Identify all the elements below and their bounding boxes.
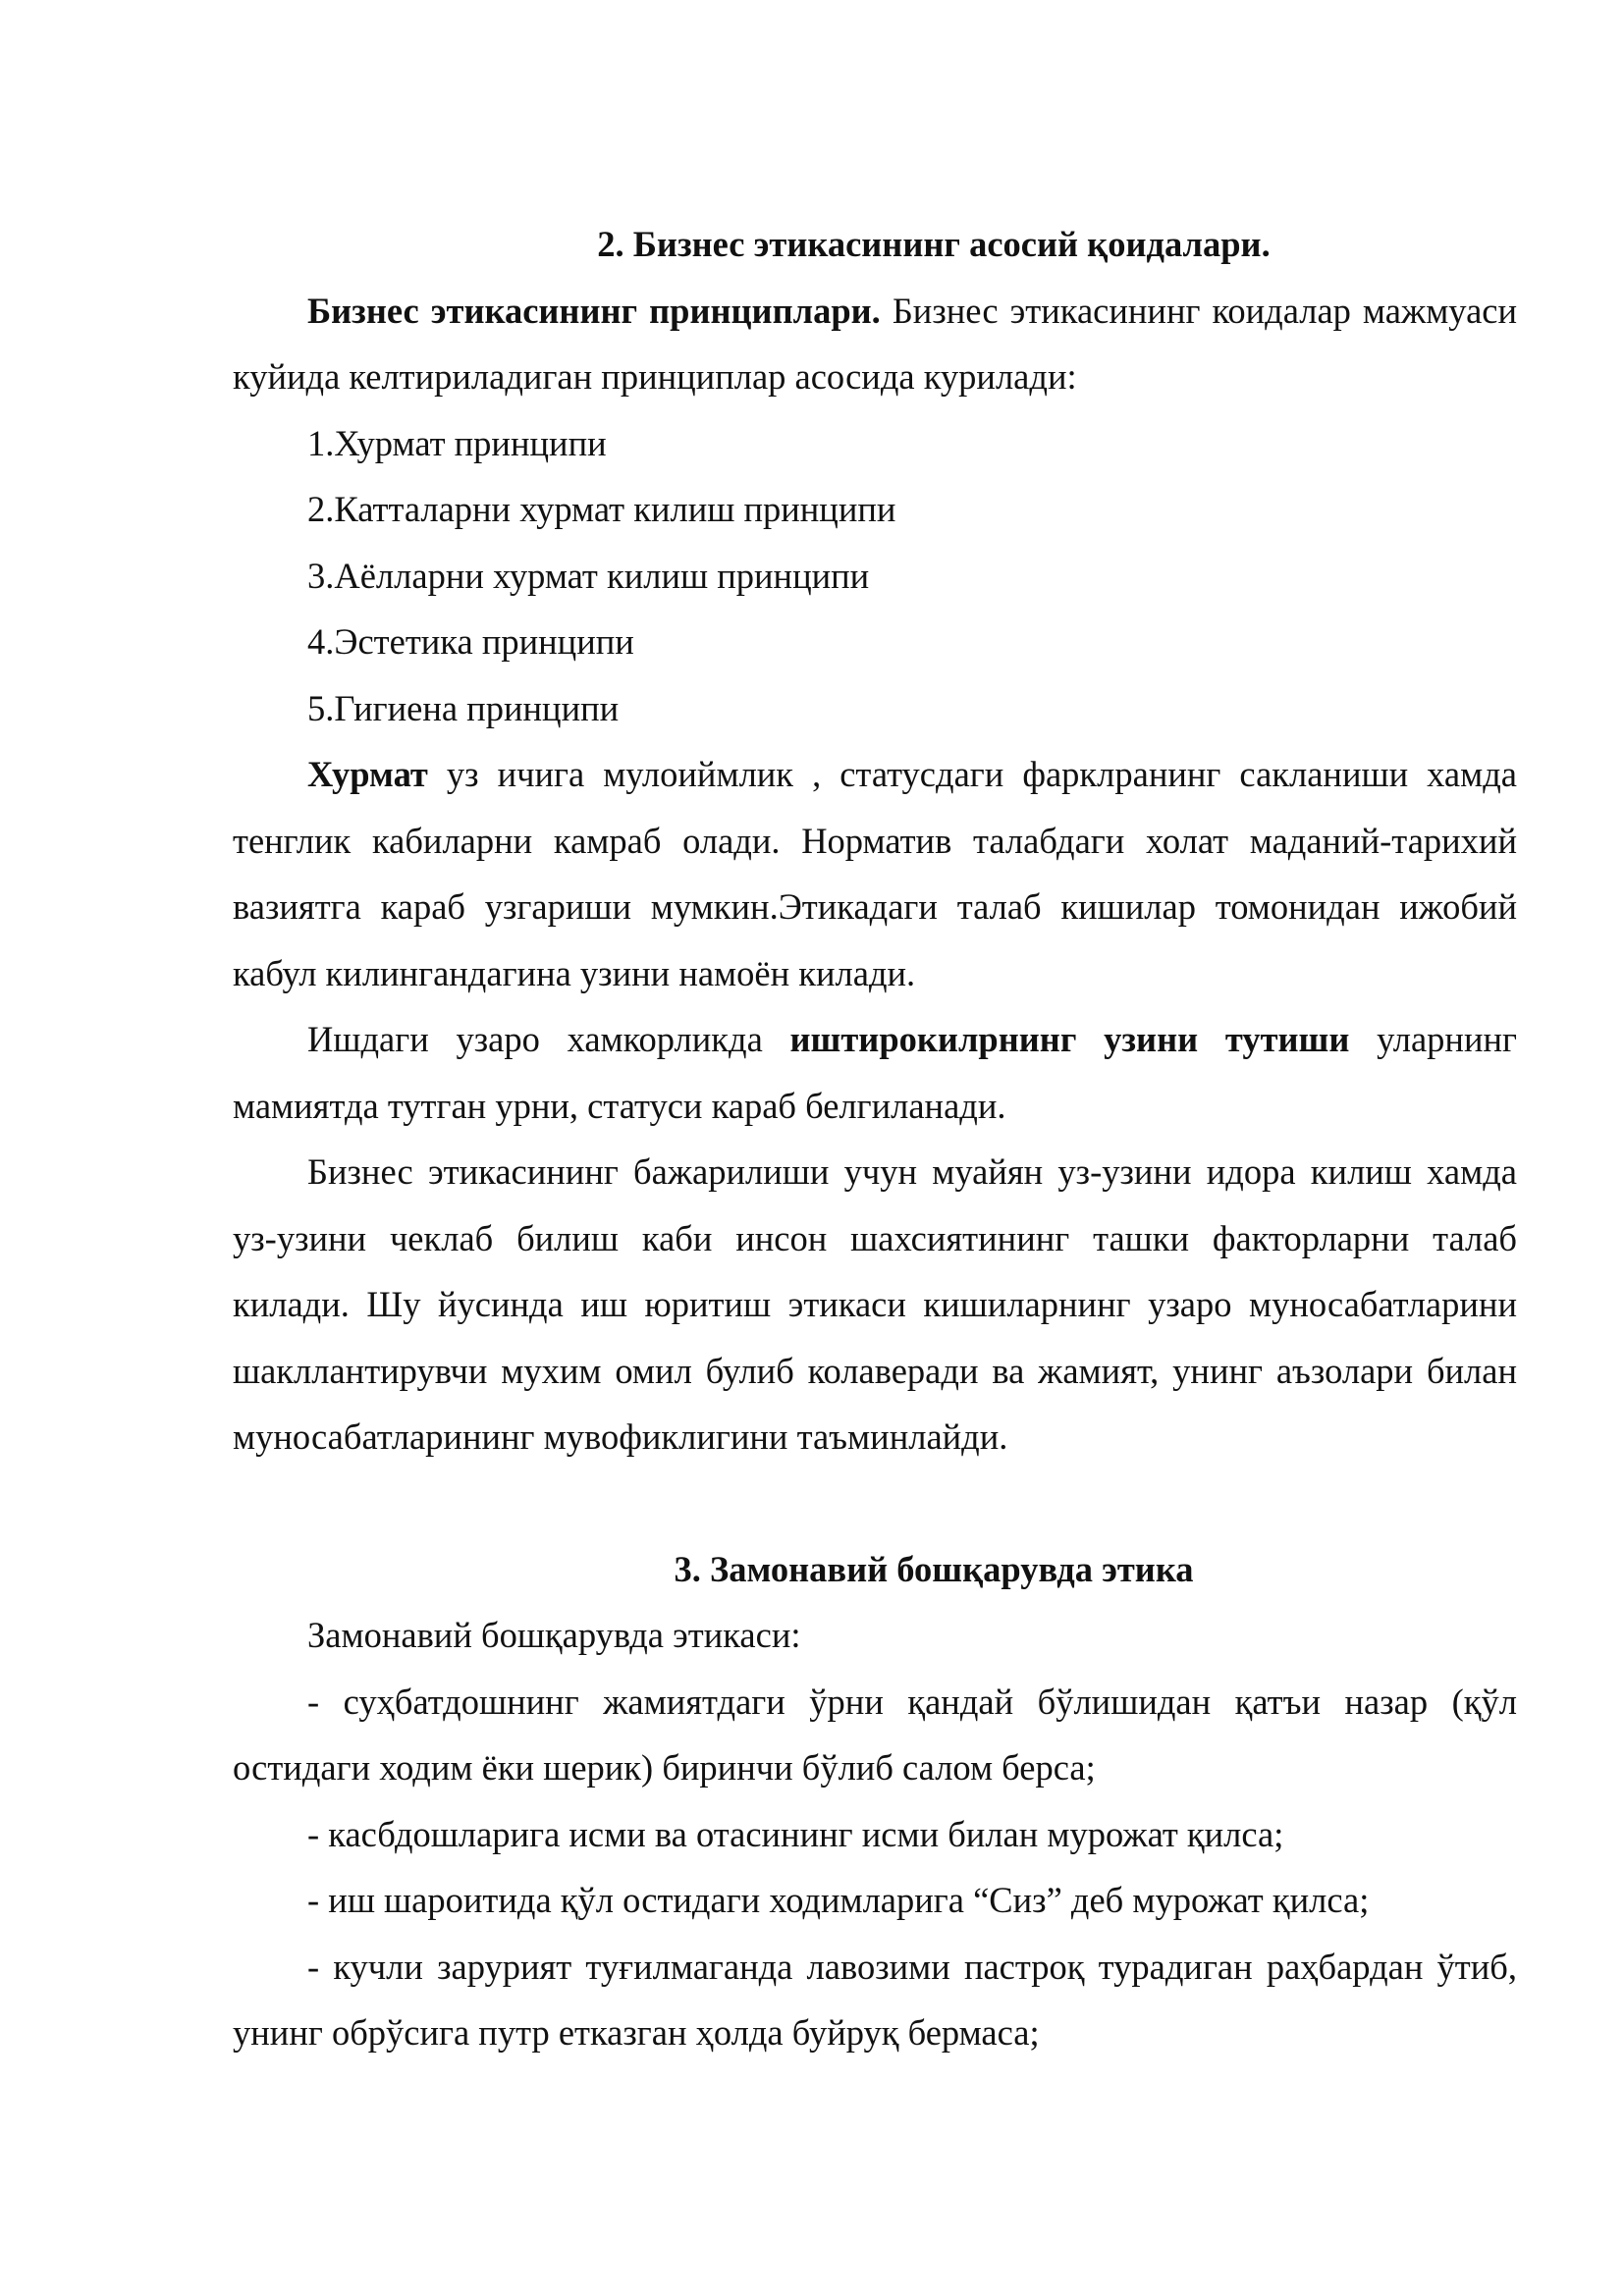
respect-text: уз ичига мулоиймлик , статусдаги фарклранинг сакланиши хамда тенглик кабиларни камраб олади. Норматив талабдаги холат маданий-тарихий вазиятга караб узгариши мумкин.Этикадаги талаб кишилар томонидан ижобий кабул килингандагина узини намоён килади. <box>233 754 1517 993</box>
section-2-heading: 2. Бизнес этикасининг асосий қоидалари. <box>597 224 1271 264</box>
document-page <box>233 211 1517 2066</box>
principles-intro-text: Бизнес этикасининг коидалар мажмуаси куйида келтириладиган принциплар асосида курилади: <box>233 290 1517 397</box>
principle-item-4: 4.Эстетика принципи <box>307 621 634 662</box>
management-item-1: - суҳбатдошнинг жамиятдаги ўрни қандай бўлишидан қатъи назар (қўл остидаги ходим ёки шерик) биринчи бўлиб салом берса; <box>233 1681 1517 1788</box>
behavior-bold: иштирокилрнинг узини тутиши <box>789 1019 1350 1059</box>
principles-intro-paragraph <box>233 278 1517 410</box>
closing-paragraph: Бизнес этикасининг бажарилиши учун муайян уз-узини идора килиш хамда уз-узини чеклаб билиш каби инсон шахсиятининг ташки факторларни талаб килади. Шу йусинда иш юритиш этикаси кишиларнинг узаро муносабатларини шакллантирувчи мухим омил булиб колаверади ва жамият, унинг аъзолари билан муносабатларининг мувофиклигини таъминлайди. <box>233 1151 1517 1457</box>
section-3-intro: Замонавий бошқарувда этикаси: <box>307 1615 801 1655</box>
principle-item-3: 3.Аёлларни хурмат килиш принципи <box>307 555 870 596</box>
respect-bold-lead: Хурмат <box>307 754 428 794</box>
principle-item-2: 2.Катталарни хурмат килиш принципи <box>307 489 896 529</box>
behavior-text-before: Ишдаги узаро хамкорликда <box>307 1019 790 1059</box>
principle-item-5: 5.Гигиена принципи <box>307 687 620 728</box>
management-item-3: - иш шароитида қўл остидаги ходимларига “Сиз” деб мурожат қилса; <box>307 1880 1370 1920</box>
management-item-4: - кучли зарурият туғилмаганда лавозими пастроқ турадиган раҳбардан ўтиб, унинг обрўсига путр етказган ҳолда буйруқ бермаса; <box>233 1946 1517 2053</box>
principles-intro-bold: Бизнес этикасининг принциплари. <box>307 290 881 331</box>
behavior-paragraph <box>233 1006 1517 1139</box>
behavior-text-after: уларнинг мамиятда тутган урни, статуси караб белгиланади. <box>233 1019 1517 1126</box>
respect-paragraph <box>233 741 1517 1006</box>
principle-item-1: 1.Хурмат принципи <box>307 422 607 463</box>
management-item-2: - касбдошларига исми ва отасининг исми билан мурожат қилса; <box>307 1813 1284 1854</box>
section-3-heading: 3. Замонавий бошқарувда этика <box>674 1548 1194 1589</box>
